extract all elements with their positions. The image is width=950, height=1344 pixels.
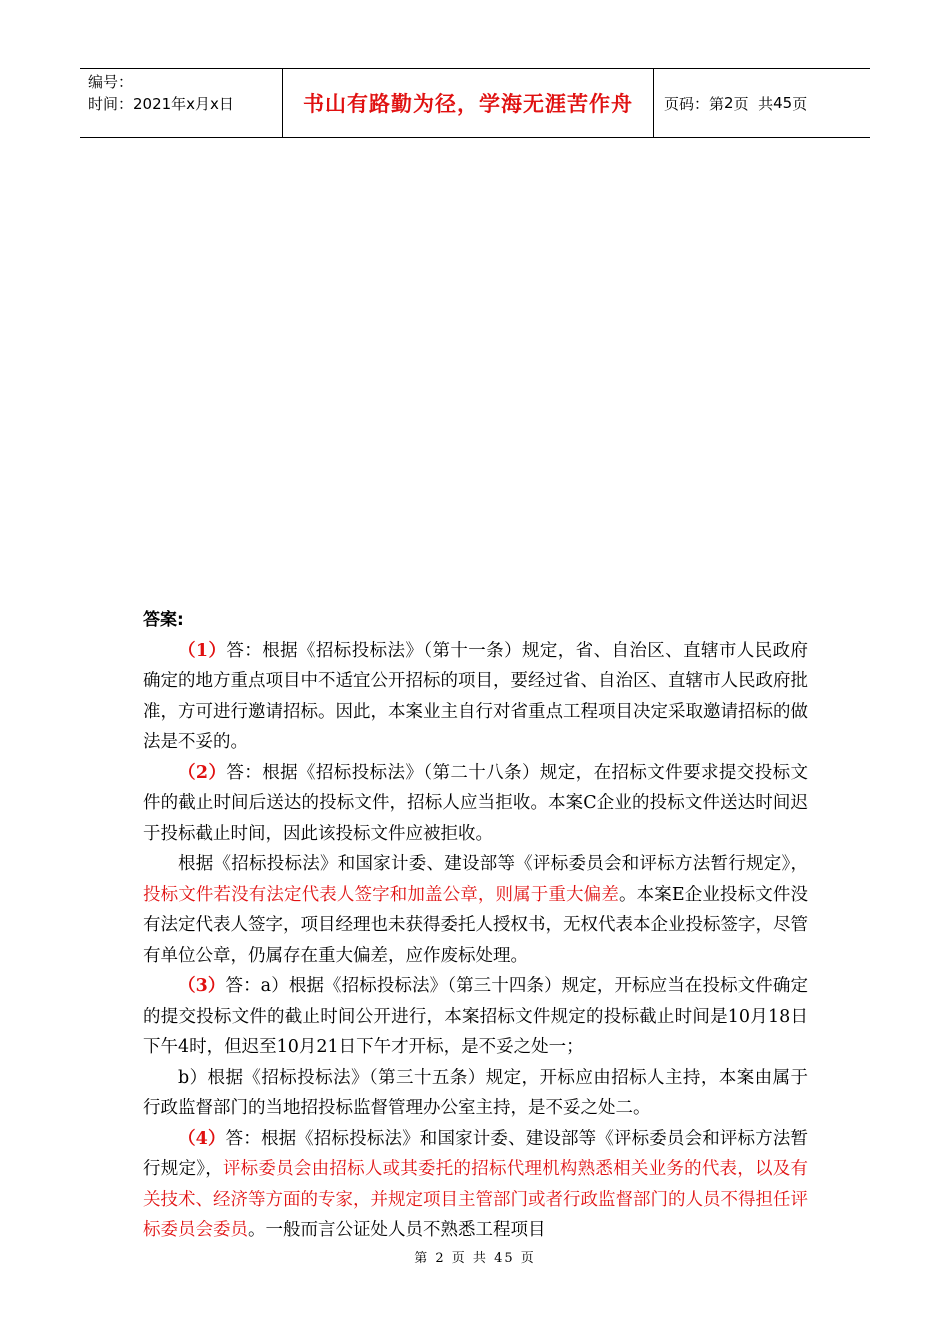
page-header [80, 68, 870, 138]
paragraph-text: 。本案E企业投标文件没有法定代表人签字，项目经理也未获得委托人授权书，无权代表本企业投标签字，尽管有单位公章，仍属存在重大偏差，应作废标处理。 [143, 884, 809, 966]
paragraph-text: 根据《招标投标法》和国家计委、建设部等《评标委员会和评标方法暂行规定》， [178, 854, 808, 874]
question-number: （2） [178, 762, 227, 783]
answer-paragraph [143, 636, 808, 758]
page-info-prefix: 页码：第 [664, 94, 725, 113]
paragraph-text: 答：a）根据《招标投标法》（第三十四条）规定，开标应当在投标文件确定的提交投标文件的截止时间公开进行，本案招标文件规定的投标截止时间是10月18日下午4时，但迟至10月21日下午才开标，是不妥之处一； [143, 976, 808, 1057]
document-number-label: 编号： [88, 73, 134, 91]
paragraph-text: b）根据《招标投标法》（第三十五条）规定，开标应由招标人主持，本案由属于行政监督部门的当地招投标监督管理办公室主持，是不妥之处二。 [143, 1067, 808, 1118]
answer-paragraph [143, 1124, 808, 1246]
answer-paragraph [143, 971, 808, 1063]
answer-paragraph [143, 1063, 808, 1124]
highlighted-text: 评标委员会由招标人或其委托的招标代理机构熟悉相关业务的代表，以及有关技术、经济等方面的专家，并规定项目主管部门或者行政监督部门的人员不得担任评标委员会委员 [143, 1159, 809, 1240]
page-footer [0, 1247, 950, 1266]
highlighted-text: 投标文件若没有法定代表人签字和加盖公章，则属于重大偏差 [143, 884, 619, 905]
footer-prefix: 第 [414, 1251, 430, 1266]
document-time-label: 时间：2021年x月x日 [88, 95, 234, 113]
answer-paragraph [143, 849, 808, 971]
footer-current: 2 [435, 1251, 446, 1266]
paragraph-text: 答：根据《招标投标法》（第十一条）规定，省、自治区、直辖市人民政府确定的地方重点项目中不适宜公开招标的项目，要经过省、自治区、直辖市人民政府批准，方可进行邀请招标。因此，本案业主自行对省重点工程项目决定采取邀请招标的做法是不妥的。 [143, 640, 808, 752]
page-info-suffix: 页 [792, 94, 808, 113]
paragraph-text: 答：根据《招标投标法》（第二十八条）规定，在招标文件要求提交投标文件的截止时间后送达的投标文件，招标人应当拒收。本案C企业的投标文件送达时间迟于投标截止时间，因此该投标文件应被拒收。 [143, 762, 808, 844]
question-number: （1） [178, 640, 227, 661]
footer-mid: 页 共 [451, 1251, 488, 1266]
page-info-current: 2 [724, 94, 734, 112]
answer-paragraphs [143, 636, 808, 1246]
answer-paragraph [143, 758, 808, 850]
paragraph-text: 答：根据《招标投标法》和国家计委、建设部等《评标委员会和评标方法暂行规定》， [143, 1128, 808, 1179]
footer-suffix: 页 [520, 1251, 536, 1266]
header-page-info [654, 69, 870, 137]
header-motto: 书山有路勤为径，学海无涯苦作舟 [282, 69, 654, 137]
header-meta [80, 69, 282, 137]
footer-total: 45 [494, 1251, 515, 1266]
page-info-mid: 页 共 [733, 94, 774, 113]
paragraph-text: 。一般而言公证处人员不熟悉工程项目 [248, 1220, 546, 1240]
answer-heading: 答案: [143, 610, 184, 630]
question-number: （3） [178, 976, 226, 996]
page-info-total: 45 [773, 94, 793, 112]
question-number: （4） [178, 1128, 226, 1149]
answer-section [143, 605, 808, 1246]
